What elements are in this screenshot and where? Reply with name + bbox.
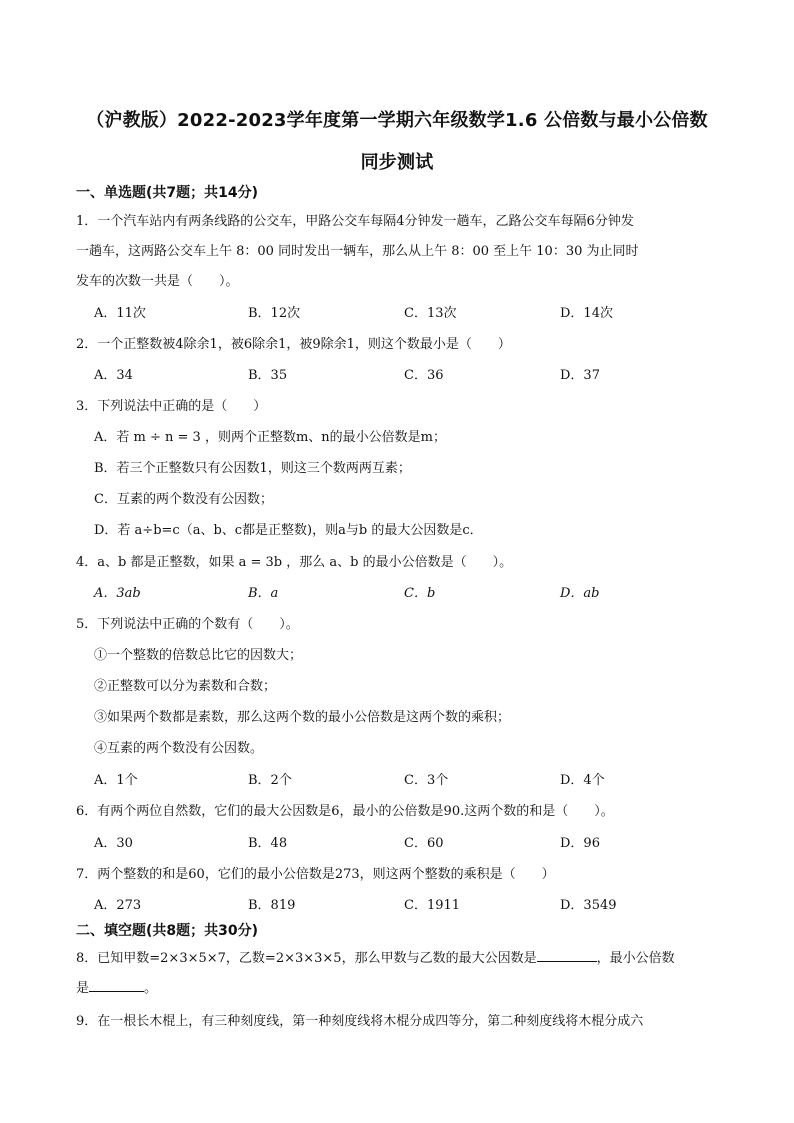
question-4-line-1: 4．a、b 都是正整数，如果 a = 3b ，那么 a、b 的最小公倍数是（ ）。 — [76, 555, 513, 570]
question-1-option-c: C．13次 — [404, 306, 457, 321]
question-1-line-2: 一趟车，这两路公交车上午 8：00 同时发出一辆车，那么从上午 8：00 至上午 10：30 为止同时 — [76, 244, 639, 259]
question-1-option-d: D．14次 — [560, 306, 613, 321]
question-4-option-b: B．a — [248, 586, 279, 601]
question-5-statement-4: ④互素的两个数没有公因数。 — [94, 741, 264, 756]
question-2-line-1: 2．一个正整数被4除余1，被6除余1，被9除余1，则这个数最小是（ ） — [76, 337, 511, 352]
question-3-statement-d: D．若 a÷b=c（a、b、c都是正整数)，则a与b 的最大公因数是c． — [94, 523, 483, 538]
question-1-line-1: 1．一个汽车站内有两条线路的公交车，甲路公交车每隔4分钟发一趟车，乙路公交车每隔6分钟发 — [76, 214, 634, 229]
question-7-option-a: A．273 — [94, 898, 142, 913]
question-5-statement-1: ①一个整数的倍数总比它的因数大； — [94, 648, 303, 663]
question-6-line-1: 6．有两个两位自然数，它们的最大公因数是6，最小的公倍数是90.这两个数的和是（ ）。 — [76, 804, 614, 819]
question-5-statement-3: ③如果两个数都是素数，那么这两个数的最小公倍数是这两个数的乘积； — [94, 710, 511, 725]
title-line-2: 同步测试 — [360, 152, 434, 173]
question-2-option-a: A．34 — [94, 368, 133, 383]
title-line-1: （沪教版）2022-2023学年度第一学期六年级数学1.6 公倍数与最小公倍数 — [86, 110, 708, 131]
question-8-text-4: 。 — [144, 981, 158, 996]
question-6-option-b: B．48 — [248, 836, 288, 851]
question-2-option-c: C．36 — [404, 368, 444, 383]
question-8-text-2: ，最小公倍数 — [596, 951, 675, 966]
question-5-statement-2: ②正整数可以分为素数和合数； — [94, 679, 277, 694]
question-3-statement-b: B．若三个正整数只有公因数1，则这三个数两两互素； — [94, 461, 411, 476]
question-8-line-2 — [76, 977, 726, 996]
section-heading-fill-blank: 二、填空题(共8题；共30分) — [76, 923, 259, 939]
question-4-option-c: C．b — [404, 586, 436, 601]
question-3-statement-a: A．若 m ÷ n = 3 ，则两个正整数m、n的最小公倍数是m； — [94, 430, 446, 445]
question-2-option-d: D．37 — [560, 368, 600, 383]
question-1-option-b: B．12次 — [248, 306, 301, 321]
question-1-option-a: A．11次 — [94, 306, 146, 321]
question-9-line-1: 9．在一根长木棍上，有三种刻度线，第一种刻度线将木棍分成四等分，第二种刻度线将木棍分成六 — [76, 1014, 644, 1029]
question-4-option-d: D．ab — [560, 586, 600, 601]
question-8-text-1: 8．已知甲数=2×3×5×7，乙数=2×3×3×5，那么甲数与乙数的最大公因数是 — [76, 951, 537, 966]
question-5-option-b: B．2个 — [248, 773, 292, 788]
question-5-line-1: 5．下列说法中正确的个数有（ ）。 — [76, 617, 299, 632]
question-4-option-a: A．3ab — [94, 586, 141, 601]
answer-blank-lcm[interactable] — [89, 979, 144, 992]
question-5-option-a: A．1个 — [94, 773, 138, 788]
answer-blank-gcd[interactable] — [537, 949, 597, 962]
question-6-option-d: D．96 — [560, 836, 600, 851]
question-1-line-3: 发车的次数一共是（ ）。 — [76, 274, 239, 289]
question-8-text-3: 是 — [76, 981, 90, 996]
question-7-option-d: D．3549 — [560, 898, 617, 913]
question-7-option-c: C．1911 — [404, 898, 461, 913]
question-6-option-c: C．60 — [404, 836, 444, 851]
question-7-line-1: 7．两个整数的和是60，它们的最小公倍数是273，则这两个整数的乘积是（ ） — [76, 867, 555, 882]
question-5-option-d: D．4个 — [560, 773, 605, 788]
question-6-option-a: A．30 — [94, 836, 133, 851]
question-3-line-1: 3．下列说法中正确的是（ ） — [76, 399, 267, 414]
question-8-line-1 — [76, 947, 726, 966]
question-3-statement-c: C．互素的两个数没有公因数； — [94, 492, 273, 507]
question-7-option-b: B．819 — [248, 898, 296, 913]
question-5-option-c: C．3个 — [404, 773, 449, 788]
section-heading-single-choice: 一、单选题(共7题；共14分) — [76, 185, 259, 201]
question-2-option-b: B．35 — [248, 368, 288, 383]
